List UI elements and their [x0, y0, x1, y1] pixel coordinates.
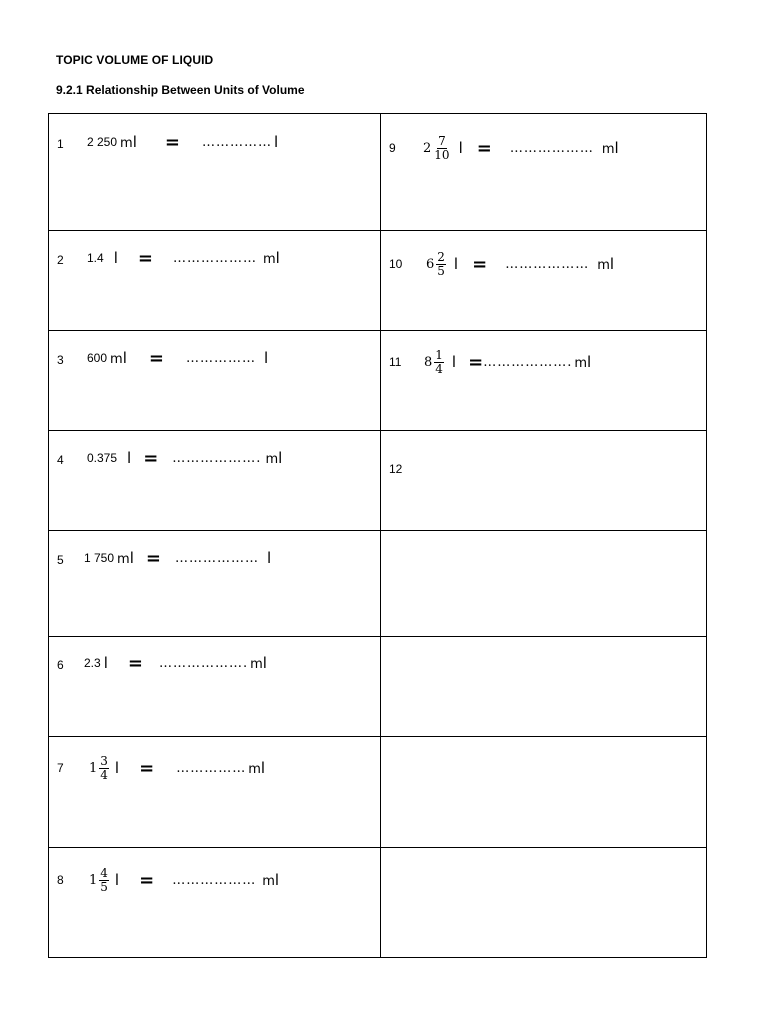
to-unit: ml: [262, 249, 280, 267]
given-value: 1.4: [87, 251, 104, 265]
mixed-number: 8 $\frac{1}{4}$: [424, 347, 443, 376]
question-expression: [424, 345, 591, 379]
row-divider: [49, 430, 706, 431]
question-number: 4: [57, 453, 64, 467]
mixed-number: 1 $\frac{3}{4}$: [89, 753, 108, 782]
question-expression: [87, 347, 268, 369]
question-expression: [84, 547, 271, 569]
row-divider: [49, 736, 706, 737]
to-unit: ml: [262, 871, 280, 889]
answer-blank[interactable]: ………………: [509, 140, 594, 156]
answer-blank[interactable]: ……………….: [172, 450, 262, 466]
from-unit: l: [453, 255, 459, 273]
row-divider: [49, 230, 706, 231]
from-unit: l: [451, 353, 457, 371]
answer-blank[interactable]: ……………….: [158, 655, 249, 671]
equals-sign: =: [143, 447, 159, 469]
question-number: 8: [57, 873, 64, 887]
answer-blank[interactable]: ………………: [174, 550, 259, 566]
question-expression: [89, 863, 279, 897]
to-unit: ml: [601, 139, 619, 157]
answer-blank[interactable]: ……………: [176, 760, 247, 776]
to-unit: ml: [574, 353, 592, 371]
to-unit: l: [263, 349, 269, 367]
from-unit: l: [114, 871, 120, 889]
from-unit: l: [103, 654, 108, 672]
given-value: 0.375: [87, 451, 118, 465]
question-expression: [426, 247, 614, 281]
fraction: $\frac{3}{4}$: [100, 753, 108, 782]
equals-sign: =: [164, 131, 180, 153]
mixed-number: 6 $\frac{2}{5}$: [426, 249, 445, 278]
worksheet-table: [48, 113, 707, 958]
question-number: 9: [389, 141, 396, 155]
mixed-number: 2 $\frac{7}{10}$: [423, 133, 450, 162]
equals-sign: =: [139, 869, 155, 891]
section-heading: 9.2.1 Relationship Between Units of Volume: [56, 83, 305, 97]
from-unit: ml: [110, 349, 127, 367]
fraction: $\frac{2}{5}$: [437, 249, 445, 278]
row-divider: [49, 530, 706, 531]
to-unit: ml: [250, 654, 267, 672]
question-number: 2: [57, 253, 64, 267]
fraction: $\frac{1}{4}$: [435, 347, 443, 376]
from-unit: l: [113, 249, 118, 267]
equals-sign: =: [137, 247, 153, 269]
equals-sign: =: [472, 253, 488, 275]
column-divider: [380, 114, 381, 957]
from-unit: l: [127, 449, 132, 467]
question-expression: [87, 247, 280, 269]
question-number: 1: [57, 137, 64, 151]
fraction: $\frac{7}{10}$: [434, 133, 450, 162]
given-value: 1 750: [84, 551, 115, 565]
question-expression: [89, 751, 265, 785]
row-divider: [49, 330, 706, 331]
question-expression: [87, 447, 282, 469]
question-expression: [423, 131, 619, 165]
question-expression: [87, 131, 278, 153]
question-number: 5: [57, 553, 64, 567]
equals-sign: =: [139, 757, 155, 779]
row-divider: [49, 847, 706, 848]
answer-blank[interactable]: ……………….: [483, 354, 573, 370]
row-divider: [49, 636, 706, 637]
from-unit: ml: [120, 133, 137, 151]
equals-sign: =: [145, 547, 161, 569]
equals-sign: =: [476, 137, 492, 159]
to-unit: l: [273, 133, 279, 151]
equals-sign: =: [148, 347, 164, 369]
question-number: 3: [57, 353, 64, 367]
answer-blank[interactable]: ……………: [201, 134, 272, 150]
fraction: $\frac{4}{5}$: [100, 865, 108, 894]
to-unit: l: [266, 549, 272, 567]
from-unit: l: [114, 759, 120, 777]
from-unit: l: [458, 139, 463, 157]
question-number: 11: [389, 355, 402, 369]
to-unit: ml: [597, 255, 615, 273]
question-number: 12: [389, 462, 403, 476]
worksheet-title: TOPIC VOLUME OF LIQUID: [56, 53, 214, 67]
given-value: 2.3: [84, 656, 101, 670]
question-number: 7: [57, 761, 64, 775]
answer-blank[interactable]: ……………: [185, 350, 256, 366]
to-unit: ml: [248, 759, 266, 777]
answer-blank[interactable]: ………………: [172, 250, 257, 266]
given-value: 600: [87, 351, 108, 365]
answer-blank[interactable]: ………………: [172, 872, 257, 888]
given-value: 2 250: [87, 135, 118, 149]
from-unit: ml: [117, 549, 134, 567]
mixed-number: 1 $\frac{4}{5}$: [89, 865, 108, 894]
equals-sign: =: [127, 652, 143, 674]
question-number: 6: [57, 658, 64, 672]
answer-blank[interactable]: ………………: [505, 256, 590, 272]
question-expression: [84, 652, 267, 674]
question-number: 10: [389, 257, 403, 271]
to-unit: ml: [265, 449, 283, 467]
equals-sign: =: [468, 351, 484, 373]
